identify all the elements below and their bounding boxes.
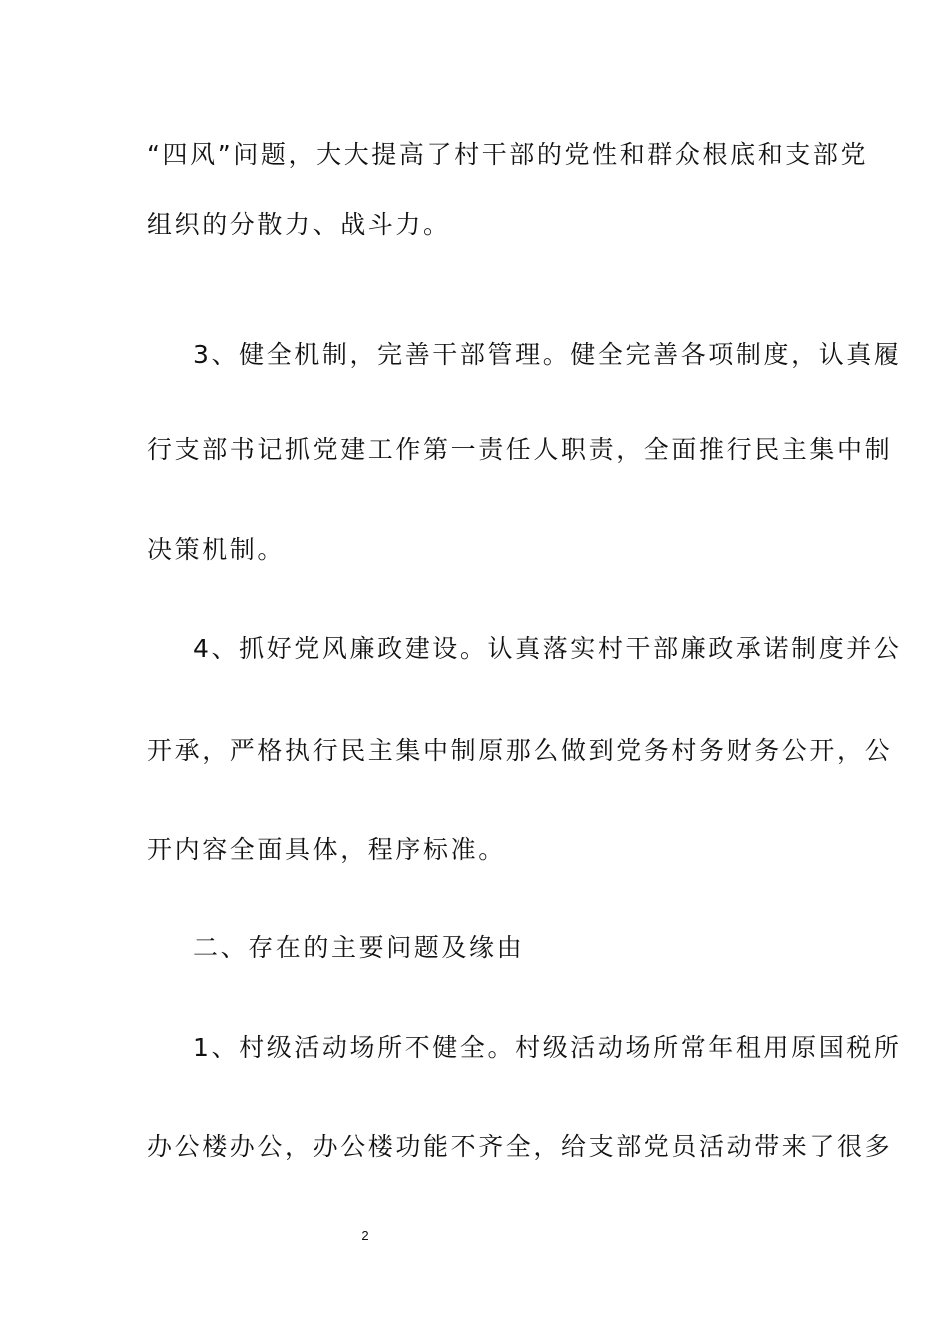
text-line-6: 4、抓好党风廉政建设。认真落实村干部廉政承诺制度并公 [193,634,902,663]
text-line-8: 开内容全面具体，程序标准。 [147,835,506,864]
text-line-7: 开承，严格执行民主集中制原那么做到党务村务财务公开，公 [147,736,893,765]
section-heading: 二、存在的主要问题及缘由 [193,933,525,962]
text-line-4: 行支部书记抓党建工作第一责任人职责，全面推行民主集中制 [147,435,893,464]
text-line-5: 决策机制。 [147,535,286,564]
text-line-2: 组织的分散力、战斗力。 [147,210,451,239]
page-number: 2 [361,1228,369,1243]
text-line-3: 3、健全机制，完善干部管理。健全完善各项制度，认真履 [193,340,902,369]
text-line-1: “四风”问题，大大提高了村干部的党性和群众根底和支部党 [147,140,869,169]
text-line-10: 1、村级活动场所不健全。村级活动场所常年租用原国税所 [193,1033,902,1062]
text-line-11: 办公楼办公，办公楼功能不齐全，给支部党员活动带来了很多 [147,1132,893,1161]
